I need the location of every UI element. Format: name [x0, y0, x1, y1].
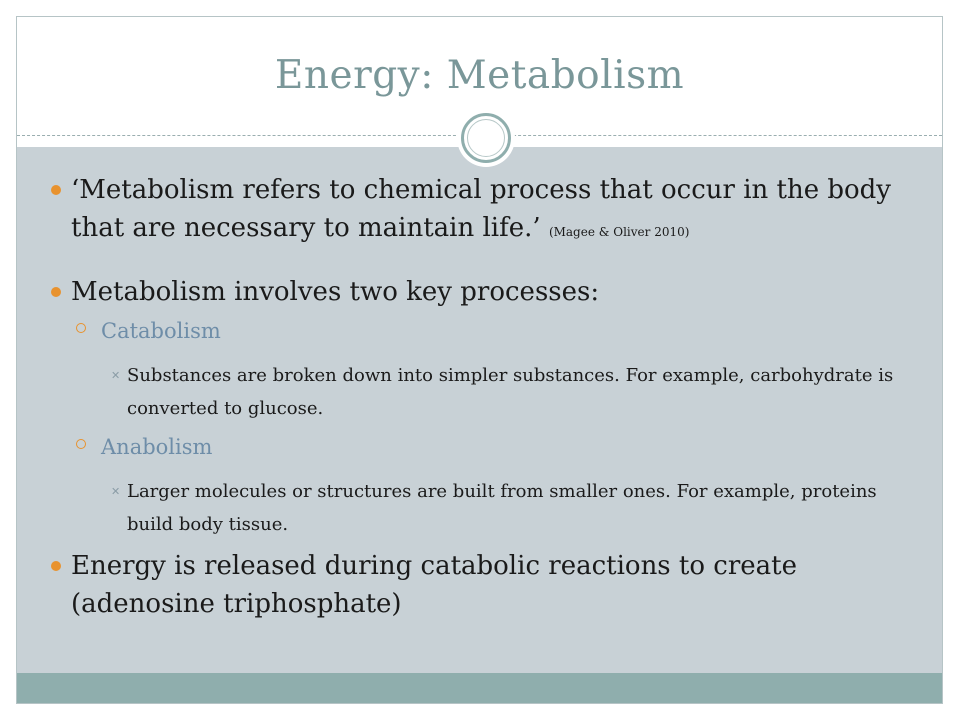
sub-catabolism [101, 319, 221, 343]
bullet-involves [71, 273, 921, 311]
involves-text: Metabolism involves two key processes: [71, 277, 600, 307]
energy-text: Energy is released during catabolic reactions to create (adenosine triphosphate) [71, 551, 797, 619]
bullet-energy [71, 547, 921, 623]
slide [16, 16, 943, 704]
bullet-quote [71, 171, 921, 251]
bullet-dot-icon [51, 287, 61, 297]
quote-citation: (Magee & Oliver 2010) [548, 225, 690, 239]
x-bullet-icon: ✕ [111, 485, 121, 498]
bullet-dot-icon [51, 561, 61, 571]
hollow-bullet-icon [76, 439, 86, 449]
anabolism-label: Anabolism [101, 435, 213, 459]
sub-anabolism [101, 435, 212, 459]
catabolism-desc-text: Substances are broken down into simpler substances. For example, carbohydrate is converted to glucose. [127, 365, 894, 419]
catabolism-description [111, 359, 907, 425]
hollow-bullet-icon [76, 323, 86, 333]
quote-text: ‘Metabolism refers to chemical process that occur in the body that are necessary to maintain life.’ [71, 175, 891, 243]
ring-center-icon [467, 119, 505, 157]
bullet-dot-icon [51, 185, 61, 195]
footer-bar [17, 673, 942, 703]
anabolism-desc-text: Larger molecules or structures are built from smaller ones. For example, proteins build body tissue. [127, 481, 877, 535]
x-bullet-icon: ✕ [111, 369, 121, 382]
slide-title: Energy: Metabolism [274, 53, 685, 98]
anabolism-description [111, 475, 907, 541]
catabolism-label: Catabolism [101, 319, 221, 343]
